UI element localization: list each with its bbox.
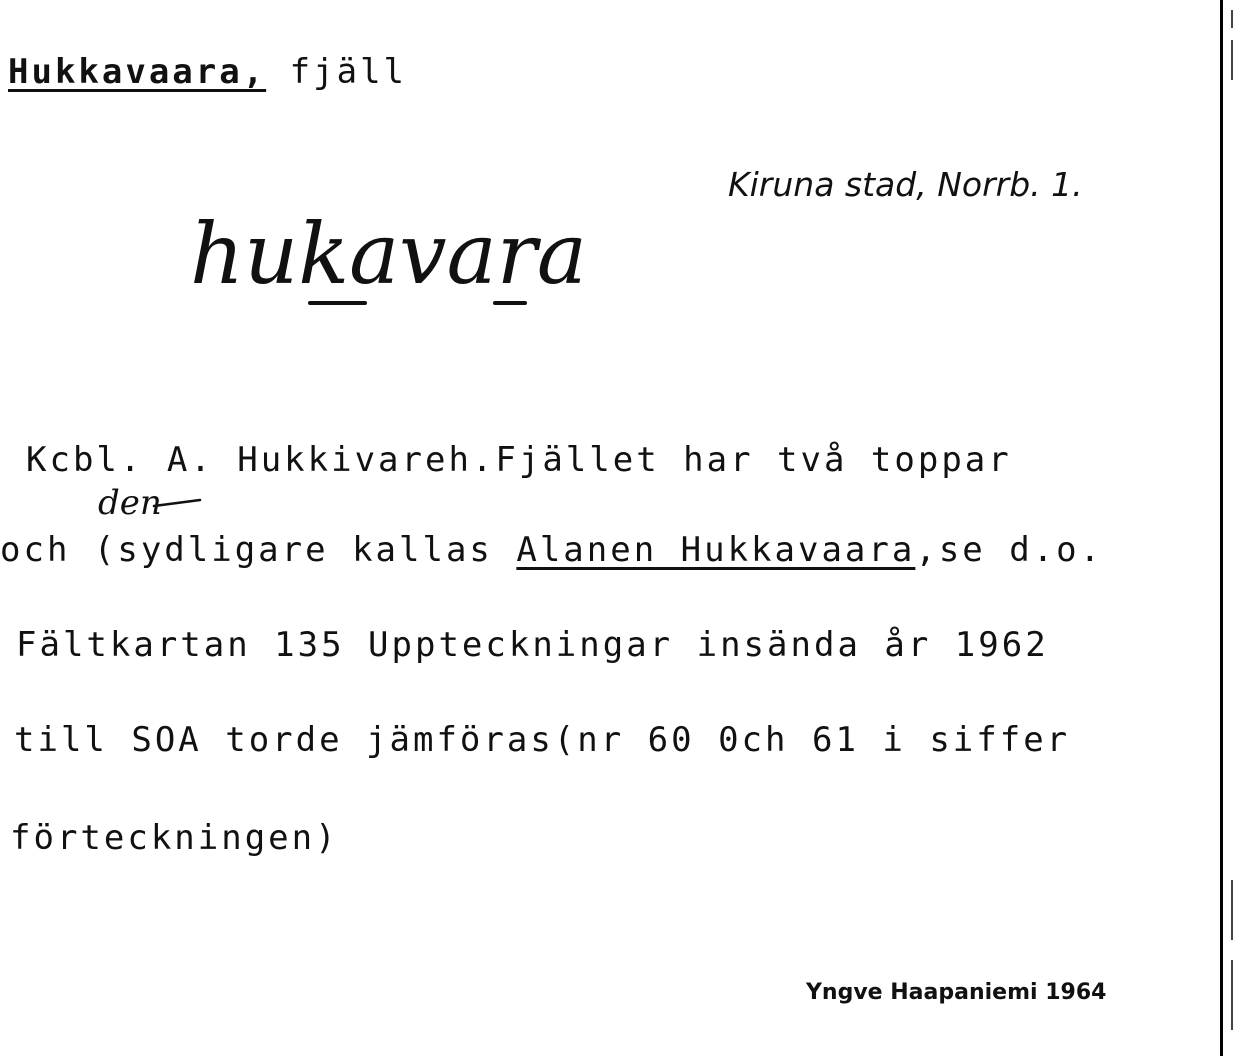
text-line-4: till SOA torde jämföras(nr 60 0ch 61 i siffer [14, 720, 1071, 760]
location-label: Kiruna stad, Norrb. 1. [728, 165, 1083, 204]
text-line-1: Kcbl. A. Hukkivareh.Fjället har två toppar [26, 440, 1012, 480]
text-line-5: förteckningen) [10, 818, 339, 858]
text-line-3: Fältkartan 135 Uppteckningar insända år 1962 [16, 625, 1049, 665]
insertion-text: den [98, 483, 162, 523]
headword: Hukkavaara, [8, 52, 267, 92]
scan-artifact [1231, 960, 1233, 1030]
text-line-2 [0, 530, 1103, 570]
line-2-end: ,se d.o. [915, 530, 1104, 570]
line-2-middle: kallas [328, 530, 517, 570]
signature: Yngve Haapaniemi 1964 [806, 980, 1107, 1005]
cross-reference: Alanen Hukkavaara [516, 530, 916, 570]
handwritten-insertion [96, 482, 216, 530]
handwritten-form [185, 195, 655, 320]
line-2-start: och [0, 530, 94, 570]
struck-word: (sydligare [93, 530, 329, 570]
scan-artifact [1231, 880, 1233, 940]
category: fjäll [289, 52, 408, 92]
handwritten-form-text: hukavara [190, 205, 587, 303]
scan-artifact [1231, 40, 1233, 80]
scan-artifact [1231, 10, 1233, 28]
headword-line [8, 52, 407, 92]
card-edge [1220, 0, 1223, 1056]
